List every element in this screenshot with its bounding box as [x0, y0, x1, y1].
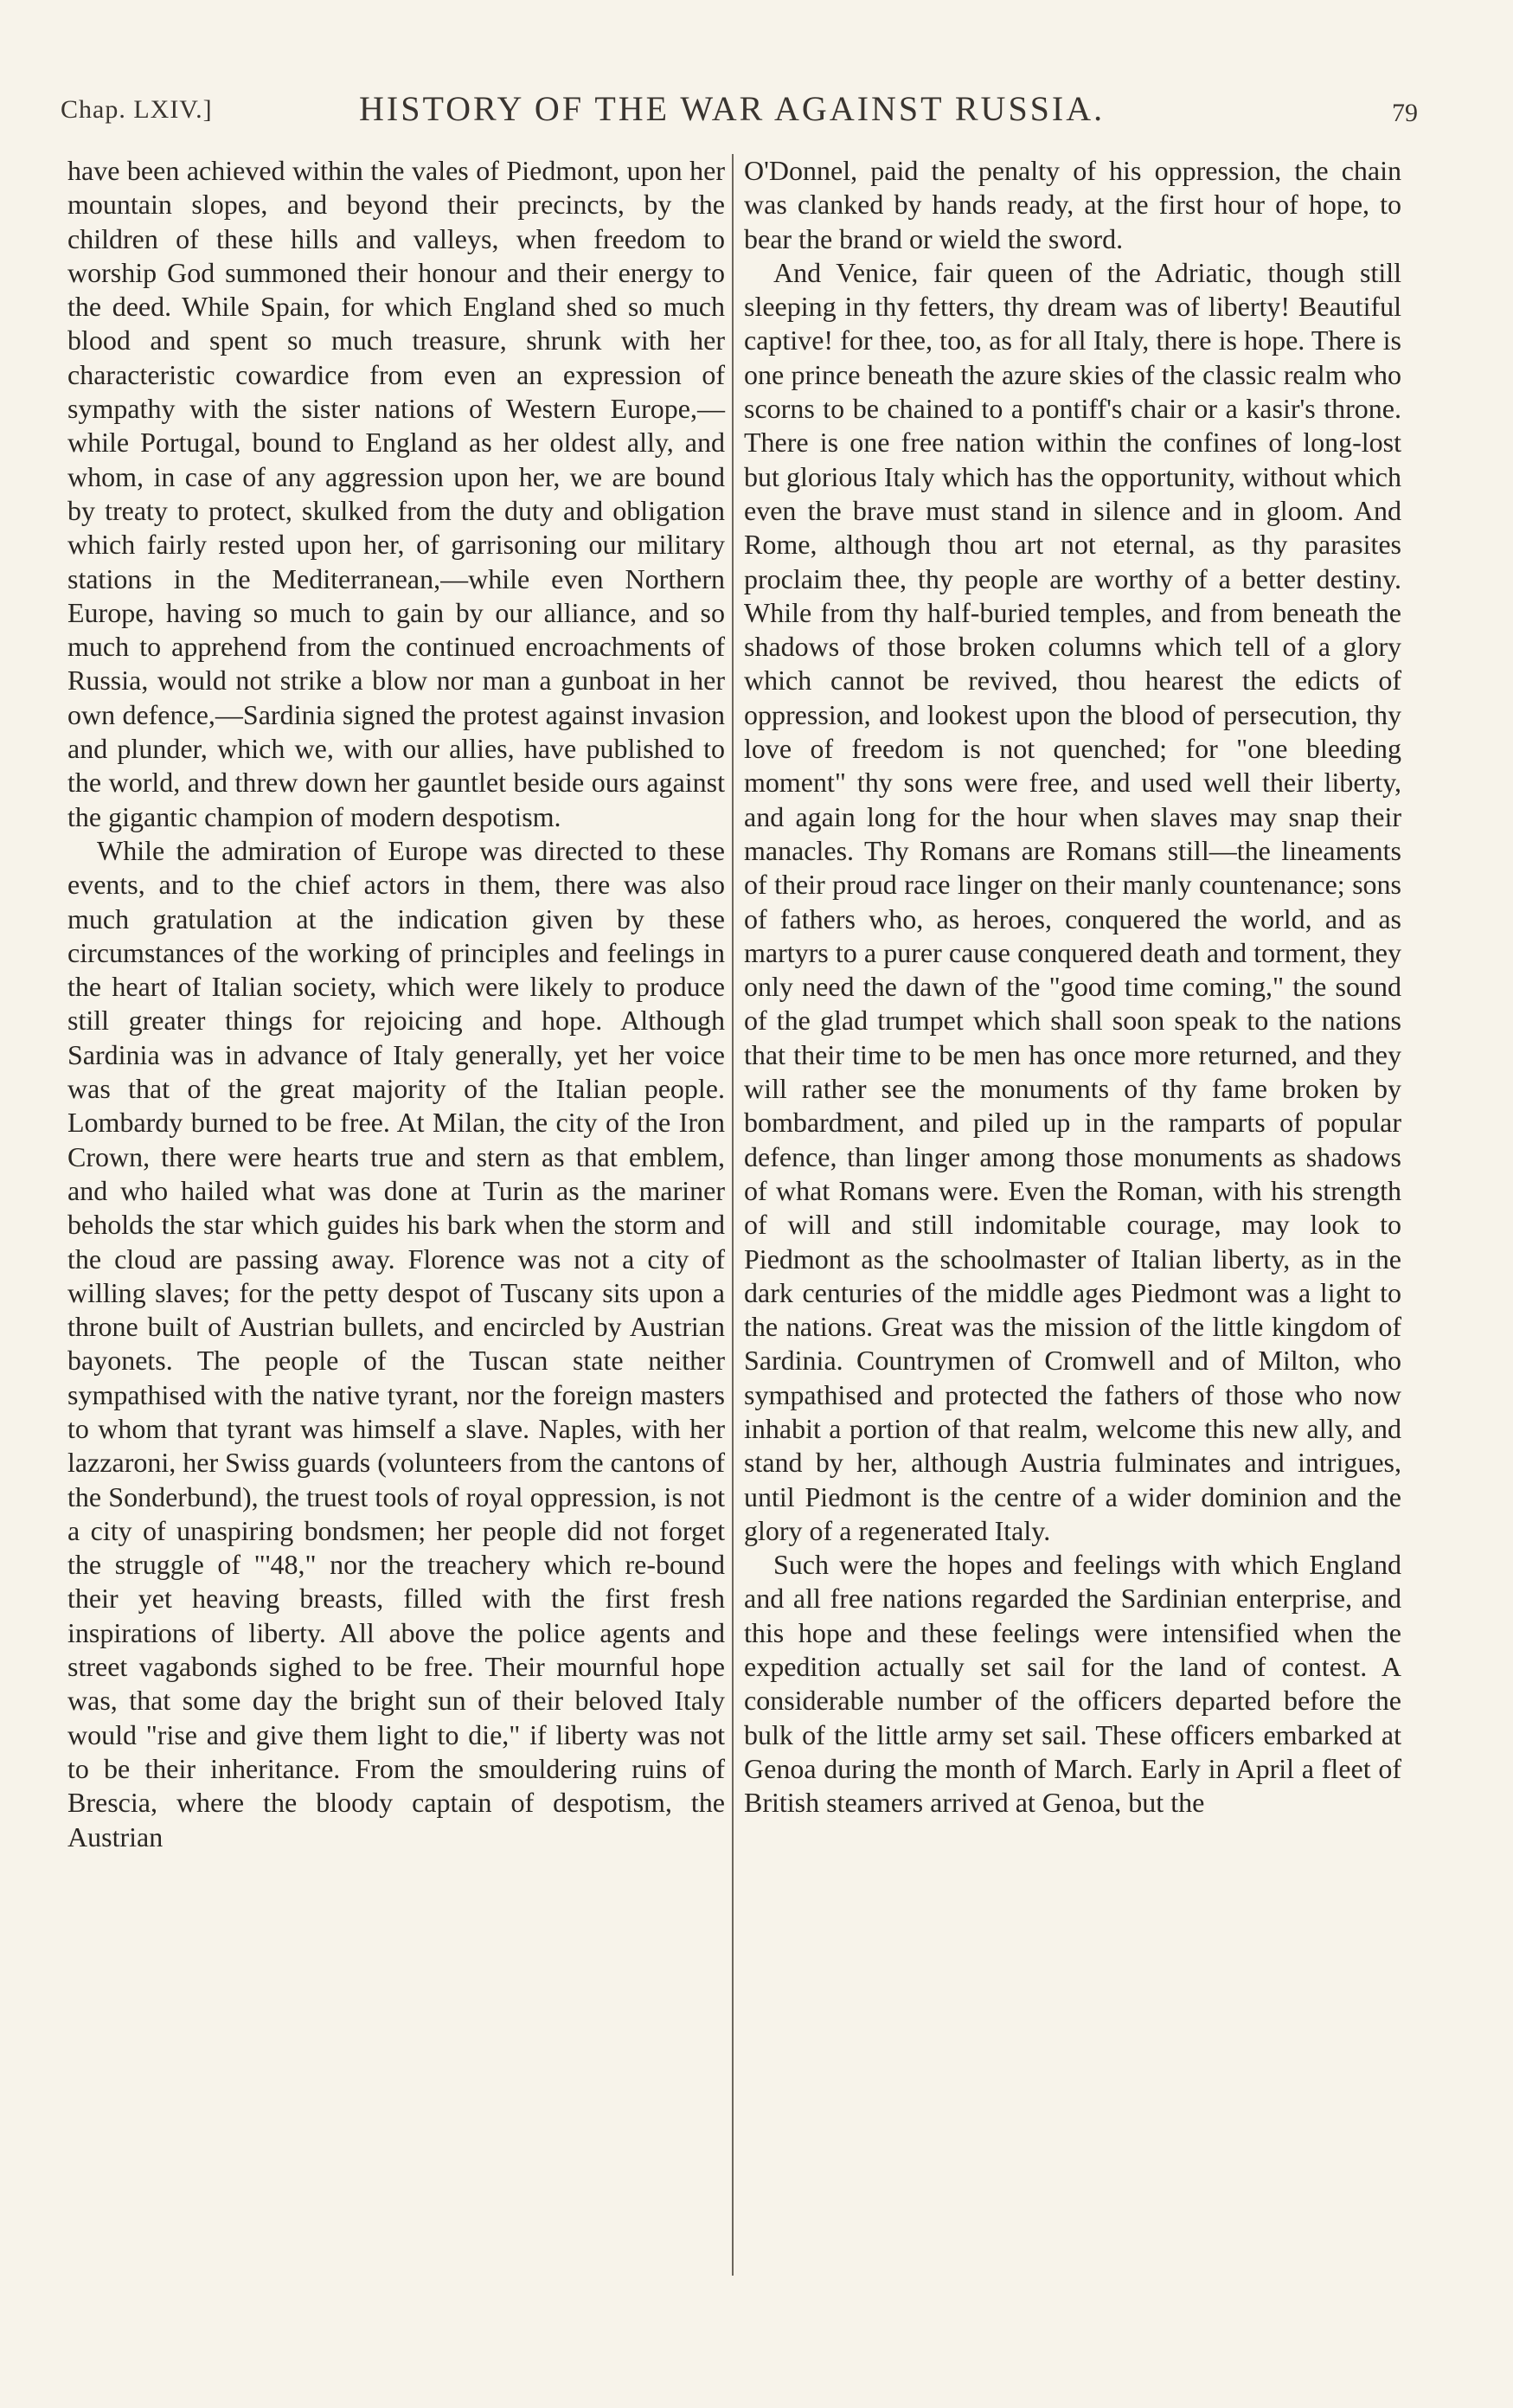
chapter-label: Chap. LXIV.]: [61, 95, 213, 124]
paragraph: Such were the hopes and feelings with which England and all free nations regarded the Sardinian enterprise, and this hope and these feelings were intensified when the expedition actually set sail for the land of contest. A considerable number of the officers departed before the bulk of the little army set sail. These officers embarked at Genoa during the month of March. Early in April a fleet of British steamers arrived at Genoa, but the: [744, 1549, 1401, 1819]
paragraph: While the admiration of Europe was directed to these events, and to the chief actors in them, there was also much gratulation at the indication given by these circumstances of the working of principles and feelings in the heart of Italian society, which were likely to produce still greater things for rejoicing and hope. Although Sardinia was in advance of Italy generally, yet her voice was that of the great majority of the Italian people. Lombardy burned to be free. At Milan, the city of the Iron Crown, there were hearts true and stern as that emblem, and who hailed what was done at Turin as the mariner beholds the star which guides his bark when the storm and the cloud are passing away. Florence was not a city of willing slaves; for the petty despot of Tuscany sits upon a throne built of Austrian bullets, and encircled by Austrian bayonets. The people of the Tuscan state neither sympathised with the native tyrant, nor the foreign masters to whom that tyrant was himself a slave. Naples, with her lazzaroni, her Swiss guards (volunteers from the cantons of the Sonderbund), the truest tools of royal oppression, is not a city of unaspiring bondsmen; her people did not forget the struggle of "'48," nor the treachery which re-bound their yet heaving breasts, filled with the first fresh inspirations of liberty. All above the police agents and street vagabonds sighed to be free. Their mournful hope was, that some day the bright sun of their beloved Italy would "rise and give them light to die," if liberty was not to be their inheritance. From the smouldering ruins of Brescia, where the bloody captain of despotism, the Austrian: [67, 834, 725, 1853]
page-number: 79: [1392, 99, 1418, 127]
paragraph: O'Donnel, paid the penalty of his oppression, the chain was clanked by hands ready, at the first hour of hope, to bear the brand or wield the sword.: [744, 155, 1401, 254]
running-header: [61, 87, 1452, 147]
running-title: HISTORY OF THE WAR AGAINST RUSSIA.: [359, 89, 1106, 128]
right-column: [744, 154, 1401, 1820]
paragraph: have been achieved within the vales of Piedmont, upon her mountain slopes, and beyond their precincts, by the children of these hills and valleys, when freedom to worship God summoned their honour and their energy to the deed. While Spain, for which England shed so much blood and spent so much treasure, shrunk with her characteristic cowardice from even an expression of sympathy with the sister nations of Western Europe,—while Portugal, bound to England as her oldest ally, and whom, in case of any aggression upon her, we are bound by treaty to protect, skulked from the duty and obligation which fairly rested upon her, of garrisoning our military stations in the Mediterranean,—while even Northern Europe, having so much to gain by our alliance, and so much to apprehend from the continued encroachments of Russia, would not strike a blow nor man a gunboat in her own defence,—Sardinia signed the protest against invasion and plunder, which we, with our allies, have published to the world, and threw down her gauntlet beside ours against the gigantic champion of modern despotism.: [67, 155, 725, 832]
left-column: [67, 154, 725, 1854]
paragraph: And Venice, fair queen of the Adriatic, though still sleeping in thy fetters, thy dream was of liberty! Beautiful captive! for thee, too, as for all Italy, there is hope. There is one prince beneath the azure skies of the classic realm who scorns to be chained to a pontiff's chair or a kasir's throne. There is one free nation within the confines of long-lost but glorious Italy which has the opportunity, without which even the brave must stand in silence and in gloom. And Rome, although thou art not eternal, as thy parasites proclaim thee, thy people are worthy of a better destiny. While from thy half-buried temples, and from beneath the shadows of those broken columns which tell of a glory which cannot be revived, thou hearest the edicts of oppression, and lookest upon the blood of persecution, thy love of freedom is not quenched; for "one bleeding moment" thy sons were free, and used well their liberty, and again long for the hour when slaves may snap their manacles. Thy Romans are Romans still—the lineaments of their proud race linger on their manly countenance; sons of fathers who, as heroes, conquered the world, and as martyrs to a purer cause conquered death and torment, they only need the dawn of the "good time coming," the sound of the glad trumpet which shall soon speak to the nations that their time to be men has once more returned, and they will rather see the monuments of thy fame broken by bombardment, and piled up in the ramparts of popular defence, than linger among those monuments as shadows of what Romans were. Even the Roman, with his strength of will and still indomitable courage, may look to Piedmont as the schoolmaster of Italian liberty, as in the dark centuries of the middle ages Piedmont was a light to the nations. Great was the mission of the little kingdom of Sardinia. Countrymen of Cromwell and of Milton, who sympathised and protected the fathers of those who now inhabit a portion of that realm, welcome this new ally, and stand by her, although Austria fulminates and intrigues, until Piedmont is the centre of a wider dominion and the glory of a regenerated Italy.: [744, 256, 1401, 1546]
column-divider: [732, 154, 734, 2276]
